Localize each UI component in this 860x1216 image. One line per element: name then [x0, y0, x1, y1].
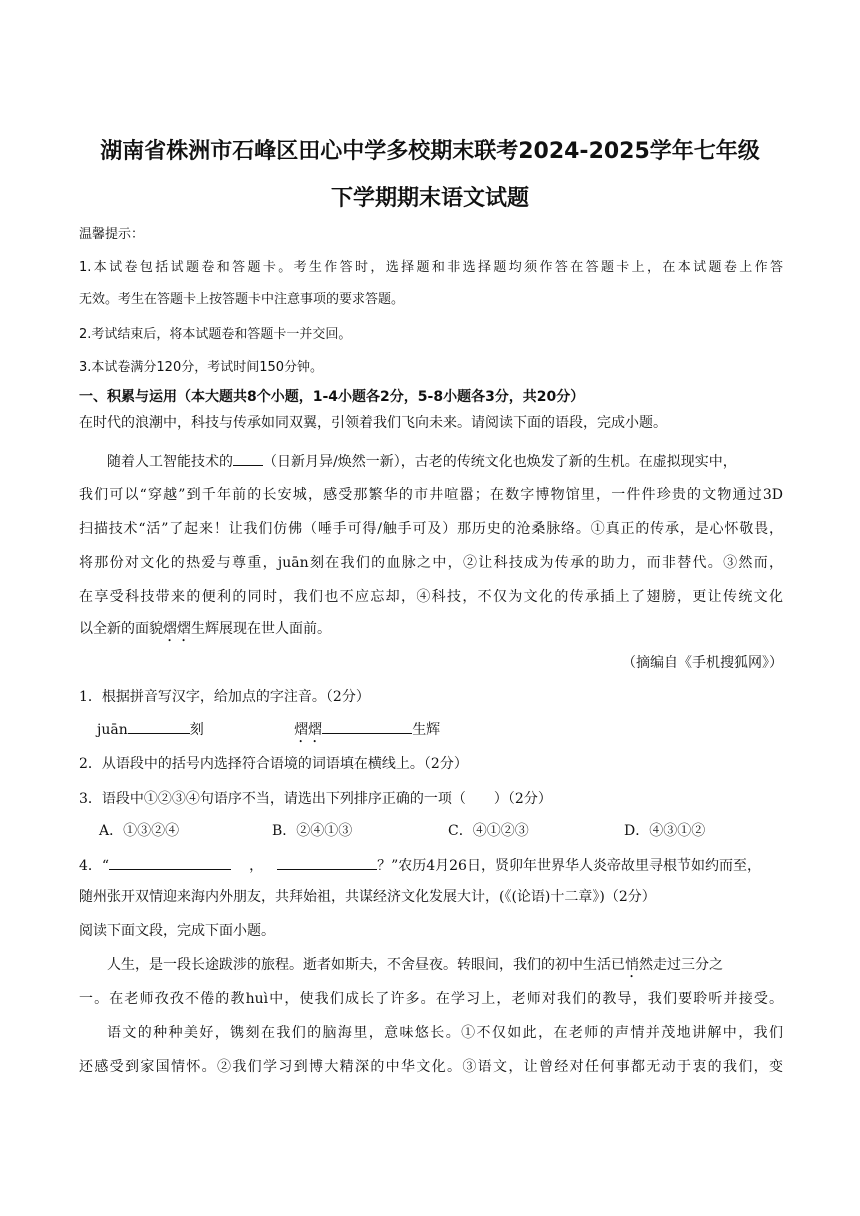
q1-blank-1	[128, 719, 190, 734]
passage2-line1-b: 然走过三分之	[639, 957, 723, 973]
passage2-line1	[107, 955, 783, 981]
q1-char: 刻	[189, 722, 204, 738]
passage3-line1: 语文的种种美好，镌刻在我们的脑海里，意味悠长。①不仅如此，在老师的声情并茂地讲解中，我们	[107, 1025, 783, 1041]
passage1-line6-b: 生辉展现在世人面前。	[191, 621, 331, 637]
q4-sep: ，	[249, 858, 264, 874]
dotted-word: 熠熠	[163, 621, 191, 637]
passage1-line1	[107, 451, 783, 472]
notice-item-1b: 无效。考生在答题卡上按答题卡中注意事项的要求答题。	[79, 292, 405, 307]
passage2-line1-a: 人生，是一段长途跋涉的旅程。逝者如斯夫，不舍昼夜。转眼间，我们的初中生活已	[107, 957, 625, 973]
reading-intro: 阅读下面文段，完成下面小题。	[79, 923, 275, 939]
notice-item-2: 2.考试结束后，将本试题卷和答题卡一并交回。	[79, 327, 352, 342]
q4-blank-1	[109, 855, 231, 870]
q1-after: 生辉	[412, 722, 441, 738]
q4-start: 4．“	[79, 858, 110, 874]
passage1-source: （摘编自《手机搜狐网》）	[622, 655, 783, 671]
notice-item-1a: 1.本试卷包括试题卷和答题卡。考生作答时，选择题和非选择题均须作答在答题卡上，在本试题卷上作答	[79, 260, 783, 275]
section1-heading: 一、积累与运用（本大题共8个小题，1-4小题各2分，5-8小题各3分，共20分）	[79, 389, 585, 405]
fill-blank	[233, 451, 263, 466]
question-3: 3．语段中①②③④句语序不当，请选出下列排序正确的一项（ ）（2分）	[79, 791, 552, 807]
passage1-line3: 扫描技术“活”了起来！让我们仿佛（唾手可得/触手可及）那历史的沧桑脉络。①真正的传承，是心怀敬畏，	[79, 521, 783, 537]
question-4-line1	[79, 855, 783, 876]
notice-heading: 温馨提示：	[79, 227, 145, 242]
option-c: C．④①②③	[448, 823, 529, 839]
passage1-line5: 在享受科技带来的便利的同时，我们也不应忘却，④科技，不仅为文化的传承插上了翅膀，更让传统文化	[79, 589, 783, 605]
q4-rest: ？”农历4月26日，贤卯年世界华人炎帝故里寻根节如约而至，	[377, 858, 761, 874]
option-d: D．④③①②	[624, 823, 706, 839]
option-b: B．②④①③	[272, 823, 353, 839]
passage1-line6-a: 以全新的面貌	[79, 621, 163, 637]
notice-item-3: 3.本试卷满分120分，考试时间150分钟。	[79, 360, 324, 375]
q1-dotted-word: 熠熠	[294, 722, 323, 738]
passage1-line1-b: （日新月异/焕然一新），古老的传统文化也焕发了新的生机。在虚拟现实中，	[263, 454, 737, 470]
exam-title-line2: 下学期期末语文试题	[330, 186, 529, 211]
passage1-line4: 将那份对文化的热爱与尊重，juān刻在我们的血脉之中，②让科技成为传承的助力，而非替代。③然而，	[79, 555, 783, 571]
question-1: 1．根据拼音写汉字，给加点的字注音。（2分）	[79, 689, 370, 705]
passage1-line2: 我们可以“穿越”到千年前的长安城，感受那繁华的市井喧嚣；在数字博物馆里，一件件珍贵的文物通过3D	[79, 487, 783, 503]
passage2-line2: 一。在老师孜孜不倦的教huì中，使我们成长了许多。在学习上，老师对我们的教导，我们要聆听并接受。	[79, 991, 783, 1007]
passage2-dotted-char: 悄	[625, 957, 639, 973]
question-1-blanks	[97, 719, 801, 746]
passage1-line6	[79, 619, 783, 645]
question-2: 2．从语段中的括号内选择符合语境的词语填在横线上。（2分）	[79, 756, 468, 772]
option-a: A．①③②④	[99, 823, 180, 839]
q1-blank-2	[322, 719, 412, 734]
exam-title-line1: 湖南省株洲市石峰区田心中学多校期末联考2024-2025学年七年级	[100, 139, 760, 164]
q1-pinyin: juān	[97, 722, 128, 738]
question-4-line2: 随州张开双情迎来海内外朋友，共拜始祖，共谋经济文化发展大计，(《(论语)十二章》)（2分）	[79, 889, 656, 905]
passage3-line2: 还感受到家国情怀。②我们学习到博大精深的中华文化。③语文，让曾经对任何事都无动于衷的我们，变	[79, 1059, 783, 1075]
section1-intro: 在时代的浪潮中，科技与传承如同双翼，引领着我们飞向未来。请阅读下面的语段，完成小题。	[79, 415, 667, 431]
passage1-line1-a: 随着人工智能技术的	[107, 454, 233, 470]
q4-blank-2	[277, 855, 377, 870]
